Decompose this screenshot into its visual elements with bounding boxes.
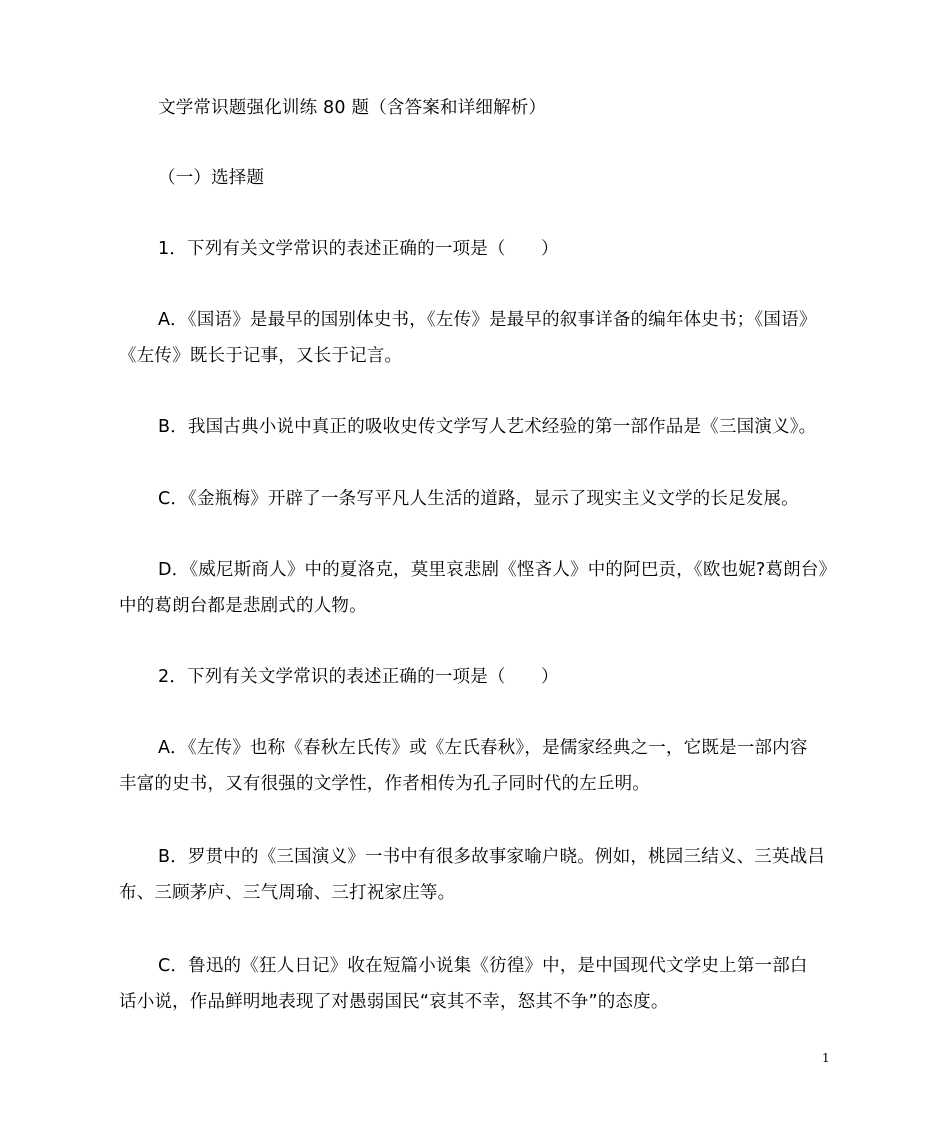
question-1-option-d-line-2: 中的葛朗台都是悲剧式的人物。 bbox=[119, 596, 367, 616]
question-1-option-a-line-2: 《左传》既长于记事，又长于记言。 bbox=[119, 346, 403, 366]
page-number: 1 bbox=[822, 1051, 830, 1065]
question-2-option-c-line-2: 话小说，作品鲜明地表现了对愚弱国民“哀其不幸，怒其不争”的态度。 bbox=[119, 992, 669, 1012]
question-1-option-a-line-1: A．《国语》是最早的国别体史书，《左传》是最早的叙事详备的编年体史书；《国语》 bbox=[158, 310, 817, 330]
question-1-option-c-line-1: C．《金瓶梅》开辟了一条写平凡人生活的道路，显示了现实主义文学的长足发展。 bbox=[158, 489, 799, 509]
section-heading: （一）选择题 bbox=[158, 168, 265, 188]
question-2-option-b-line-1: B．罗贯中的《三国演义》一书中有很多故事家喻户晓。例如，桃园三结义、三英战吕 bbox=[158, 847, 826, 867]
question-2-option-c-line-1: C．鲁迅的《狂人日记》收在短篇小说集《彷徨》中，是中国现代文学史上第一部白 bbox=[158, 956, 808, 976]
question-1-option-b-line-1: B．我国古典小说中真正的吸收史传文学写人艺术经验的第一部作品是《三国演义》。 bbox=[158, 417, 817, 437]
question-1-stem: 1．下列有关文学常识的表述正确的一项是（ ） bbox=[158, 239, 559, 259]
question-2-option-b-line-2: 布、三顾茅庐、三气周瑜、三打祝家庄等。 bbox=[119, 883, 456, 903]
document-title: 文学常识题强化训练 80 题（含答案和详细解析） bbox=[158, 98, 547, 118]
question-2-option-a-line-1: A．《左传》也称《春秋左氏传》或《左氏春秋》，是儒家经典之一，它既是一部内容 bbox=[158, 738, 808, 758]
question-2-option-a-line-2: 丰富的史书，又有很强的文学性，作者相传为孔子同时代的左丘明。 bbox=[119, 774, 650, 794]
question-1-option-d-line-1: D．《威尼斯商人》中的夏洛克，莫里哀悲剧《悭吝人》中的阿巴贡，《欧也妮?葛朗台》 bbox=[158, 560, 837, 580]
question-2-stem: 2．下列有关文学常识的表述正确的一项是（ ） bbox=[158, 667, 559, 687]
